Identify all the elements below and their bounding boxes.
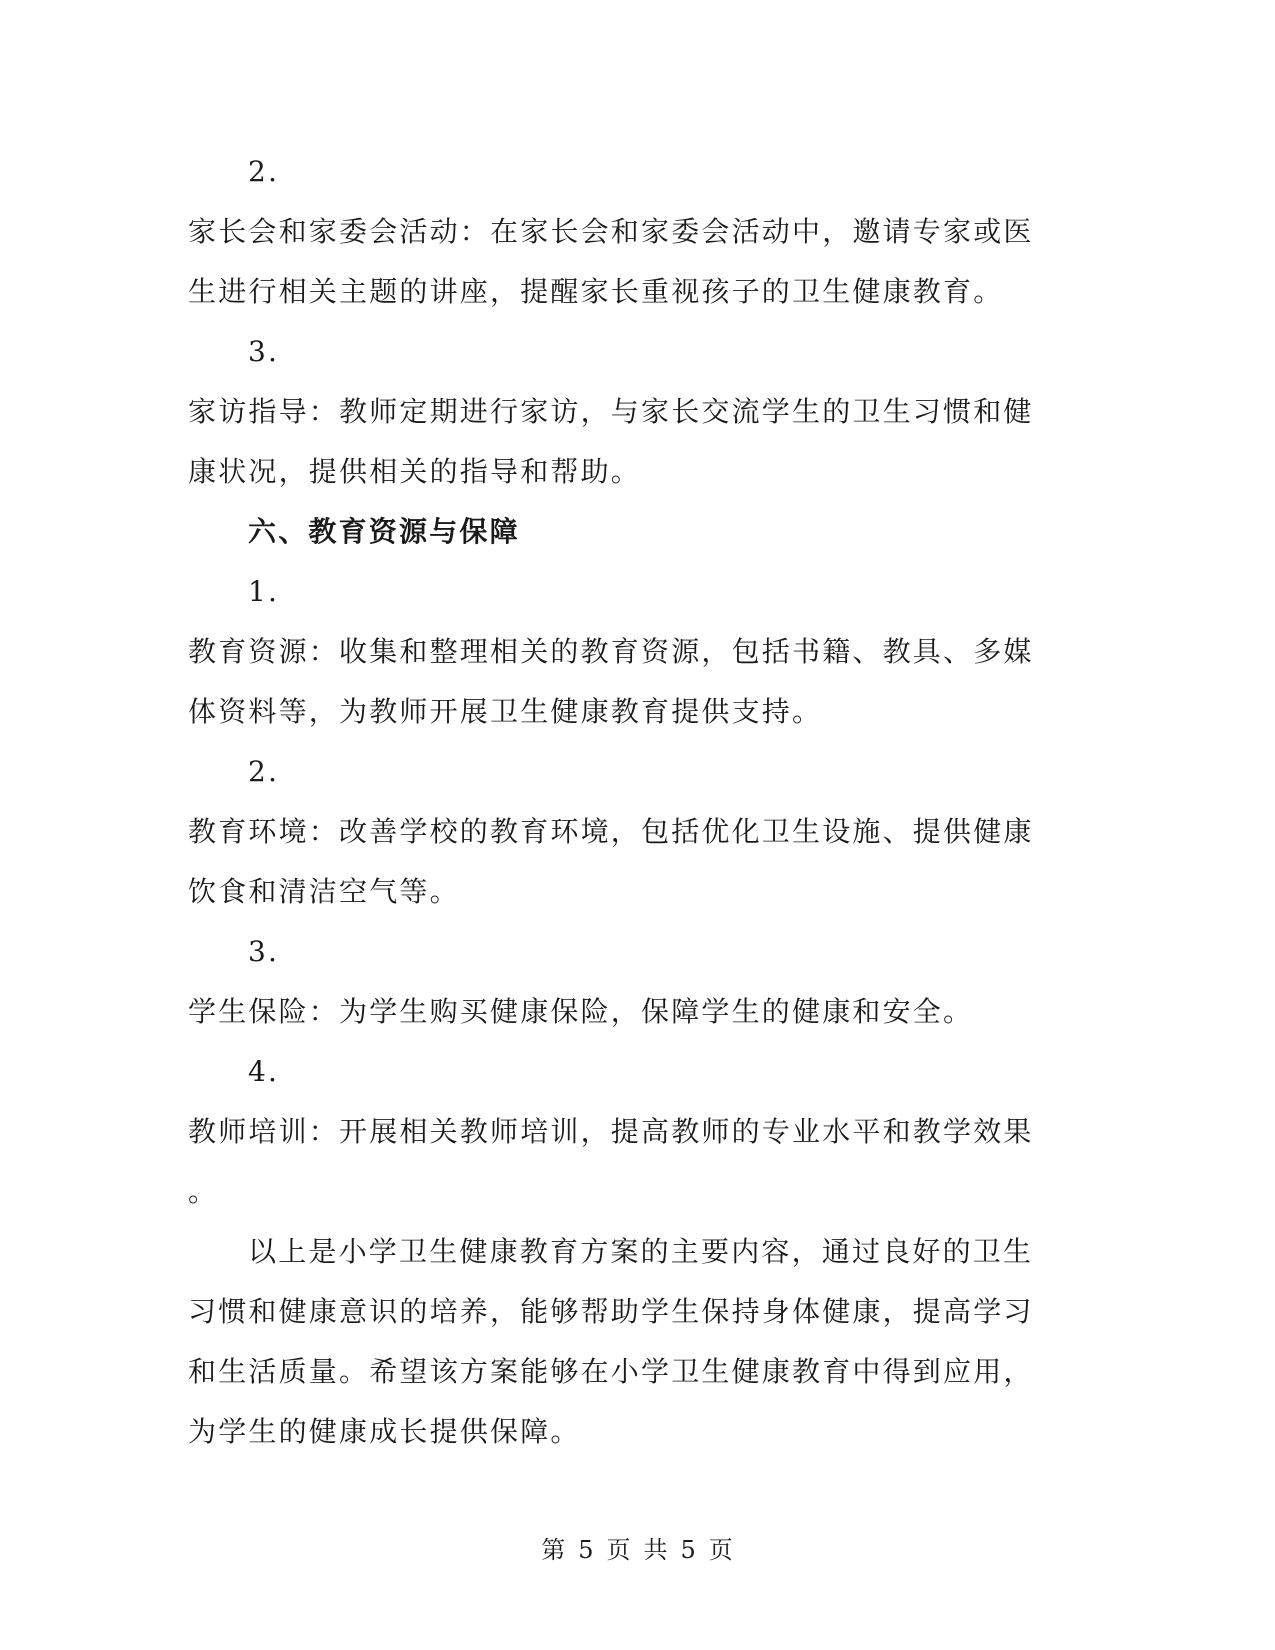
- page-footer: [0, 1530, 1275, 1565]
- total-pages-number: 5: [680, 1536, 697, 1564]
- paragraph-line: 学生保险：为学生购买健康保险，保障学生的健康和安全。: [188, 995, 974, 1028]
- paragraph-line: 生进行相关主题的讲座，提醒家长重视孩子的卫生健康教育。: [188, 275, 1004, 308]
- document-body: [188, 142, 1068, 1462]
- footer-page-word-2: 页: [708, 1536, 734, 1564]
- paragraph-line: 教师培训：开展相关教师培训，提高教师的专业水平和教学效果: [188, 1115, 1034, 1148]
- footer-total-prefix: 共: [643, 1536, 669, 1564]
- paragraph-line: 为学生的健康成长提供保障。: [188, 1415, 581, 1448]
- section-heading: 六、教育资源与保障: [248, 515, 520, 548]
- paragraph-line: 教育环境：改善学校的教育环境，包括优化卫生设施、提供健康: [188, 815, 1034, 848]
- paragraph-line: 家访指导：教师定期进行家访，与家长交流学生的卫生习惯和健: [188, 395, 1034, 428]
- paragraph-line: 体资料等，为教师开展卫生健康教育提供支持。: [188, 695, 823, 728]
- list-number: 1.: [248, 575, 280, 608]
- paragraph-line: 教育资源：收集和整理相关的教育资源，包括书籍、教具、多媒: [188, 635, 1034, 668]
- paragraph-line: 。: [188, 1175, 219, 1208]
- paragraph-line: 和生活质量。希望该方案能够在小学卫生健康教育中得到应用，: [188, 1355, 1034, 1388]
- list-number: 2.: [248, 755, 280, 788]
- list-number: 3.: [248, 335, 280, 368]
- current-page-number: 5: [578, 1536, 595, 1564]
- paragraph-line: 习惯和健康意识的培养，能够帮助学生保持身体健康，提高学习: [188, 1295, 1034, 1328]
- list-number: 4.: [248, 1055, 280, 1088]
- list-number: 3.: [248, 935, 280, 968]
- paragraph-line: 饮食和清洁空气等。: [188, 875, 460, 908]
- list-number: 2.: [248, 155, 280, 188]
- footer-page-word: 页: [606, 1536, 632, 1564]
- footer-prefix: 第: [541, 1536, 567, 1564]
- paragraph-line: 家长会和家委会活动：在家长会和家委会活动中，邀请专家或医: [188, 215, 1034, 248]
- paragraph-line: 以上是小学卫生健康教育方案的主要内容，通过良好的卫生: [248, 1235, 1034, 1268]
- paragraph-line: 康状况，提供相关的指导和帮助。: [188, 455, 642, 488]
